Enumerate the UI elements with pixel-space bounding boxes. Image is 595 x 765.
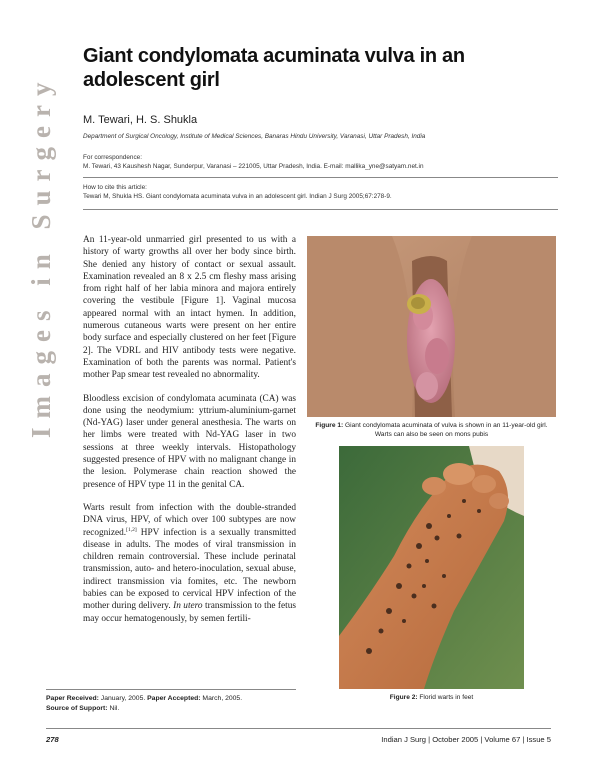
- citation-label: How to cite this article:: [83, 184, 147, 191]
- body-paragraph-3-italic: In utero: [173, 601, 203, 612]
- receipt-divider: [46, 689, 296, 690]
- section-side-label: [14, 40, 64, 440]
- support-label: Source of Support:: [46, 704, 108, 712]
- citation-reference: [1,2]: [126, 526, 137, 533]
- divider-top: [83, 177, 558, 178]
- support-info: [46, 704, 242, 714]
- article-title: Giant condylomata acuminata vulva in an adolescent girl: [83, 45, 465, 91]
- author-affiliation: Department of Surgical Oncology, Institute of Medical Sciences, Banaras Hindu University, Varanasi, Uttar Pradesh, India: [83, 133, 426, 140]
- received-label: Paper Received:: [46, 695, 99, 702]
- body-paragraph-3-part-c: transmission to the fetus may occur hematogenously, by semen fertili-: [83, 601, 296, 624]
- figure-2-image: [339, 446, 524, 689]
- divider-bottom: [83, 209, 558, 210]
- received-date: January, 2005.: [98, 695, 146, 702]
- support-value: Nil.: [107, 704, 120, 712]
- figure-1-caption-text: Giant condylomata acuminata of vulva is shown in an 11-year-old girl. Warts can also be seen on mons pubis: [343, 422, 548, 438]
- author-list: M. Tewari, H. S. Shukla: [83, 114, 198, 126]
- citation-block: [83, 183, 392, 201]
- correspondence-label: For correspondence:: [83, 154, 142, 161]
- citation-text: Tewari M, Shukla HS. Giant condylomata acuminata vulva in an adolescent girl. Indian J Surg 2005;67:278-9.: [83, 193, 392, 200]
- figure-1-image: [307, 236, 556, 417]
- body-paragraph-3-part-b: HPV infection is a sexually transmitted disease in adults. The modes of viral transmission in children remain controversial. These include perinatal transmission, auto- and hetero-inoculation, sexual abuse, indirect transmission via fomites, etc. The newborn babies can be exposed to cervical HPV infection of the mother during delivery.: [83, 527, 296, 612]
- receipt-dates: [46, 694, 242, 704]
- accepted-date: March, 2005.: [200, 695, 243, 702]
- correspondence-block: [83, 153, 424, 171]
- figure-1-caption: [307, 421, 556, 439]
- body-paragraph-3-part-a: Warts result from infection with the double-stranded DNA virus, HPV, of which over 100 subtypes are now recognized.: [83, 502, 296, 538]
- figure-2-label: Figure 2:: [389, 694, 418, 701]
- accepted-label: Paper Accepted:: [145, 695, 201, 702]
- section-side-label-text: Images in Surgery: [26, 73, 56, 438]
- correspondence-text: M. Tewari, 43 Kaushesh Nagar, Sunderpur, Varanasi – 221005, Uttar Pradesh, India. E-mail: mallika_yne@satyam.net.in: [83, 163, 424, 170]
- body-paragraph-3: [83, 502, 296, 625]
- journal-info: Indian J Surg | October 2005 | Volume 67 | Issue 5: [381, 735, 551, 744]
- receipt-info: [46, 694, 242, 713]
- body-paragraph-1: An 11-year-old unmarried girl presented to us with a history of warty growths all over her body since birth. She denied any history of contact or sexual assault. Examination revealed an 8 x 2.5 cm fleshy mass arising from right half of her labia minora and majora entirely covering the vestibule [Figure 1]. Vaginal mucosa appeared normal with an intact hymen. In addition, numerous cutaneous warts were present on her entire body surface and especially clustered on her feet [Figure 2]. The VDRL and HIV antibody tests were negative. Examination of both the parents was normal. Patient's mother Pap smear test revealed no abnormality.: [83, 235, 296, 381]
- article-body: [83, 234, 296, 636]
- footer-divider: [46, 728, 551, 729]
- figure-2-caption-text: Florid warts in feet: [417, 694, 474, 701]
- page-number: 278: [46, 735, 59, 744]
- figure-1-label: Figure 1:: [315, 422, 344, 429]
- body-paragraph-2: Bloodless excision of condylomata acuminata (CA) was done using the neodymium: yttrium-aluminium-garnet (Nd-YAG) laser under general anesthesia. The warts on her limbs were treated with Nd-YAG laser in two sessions at three weekly intervals. Histopathology suggested presence of HPV with no malignant change in the lesion. Polymerase chain reaction showed the presence of HPV type 11 in the genital CA.: [83, 393, 296, 490]
- figure-2-caption: [339, 694, 524, 701]
